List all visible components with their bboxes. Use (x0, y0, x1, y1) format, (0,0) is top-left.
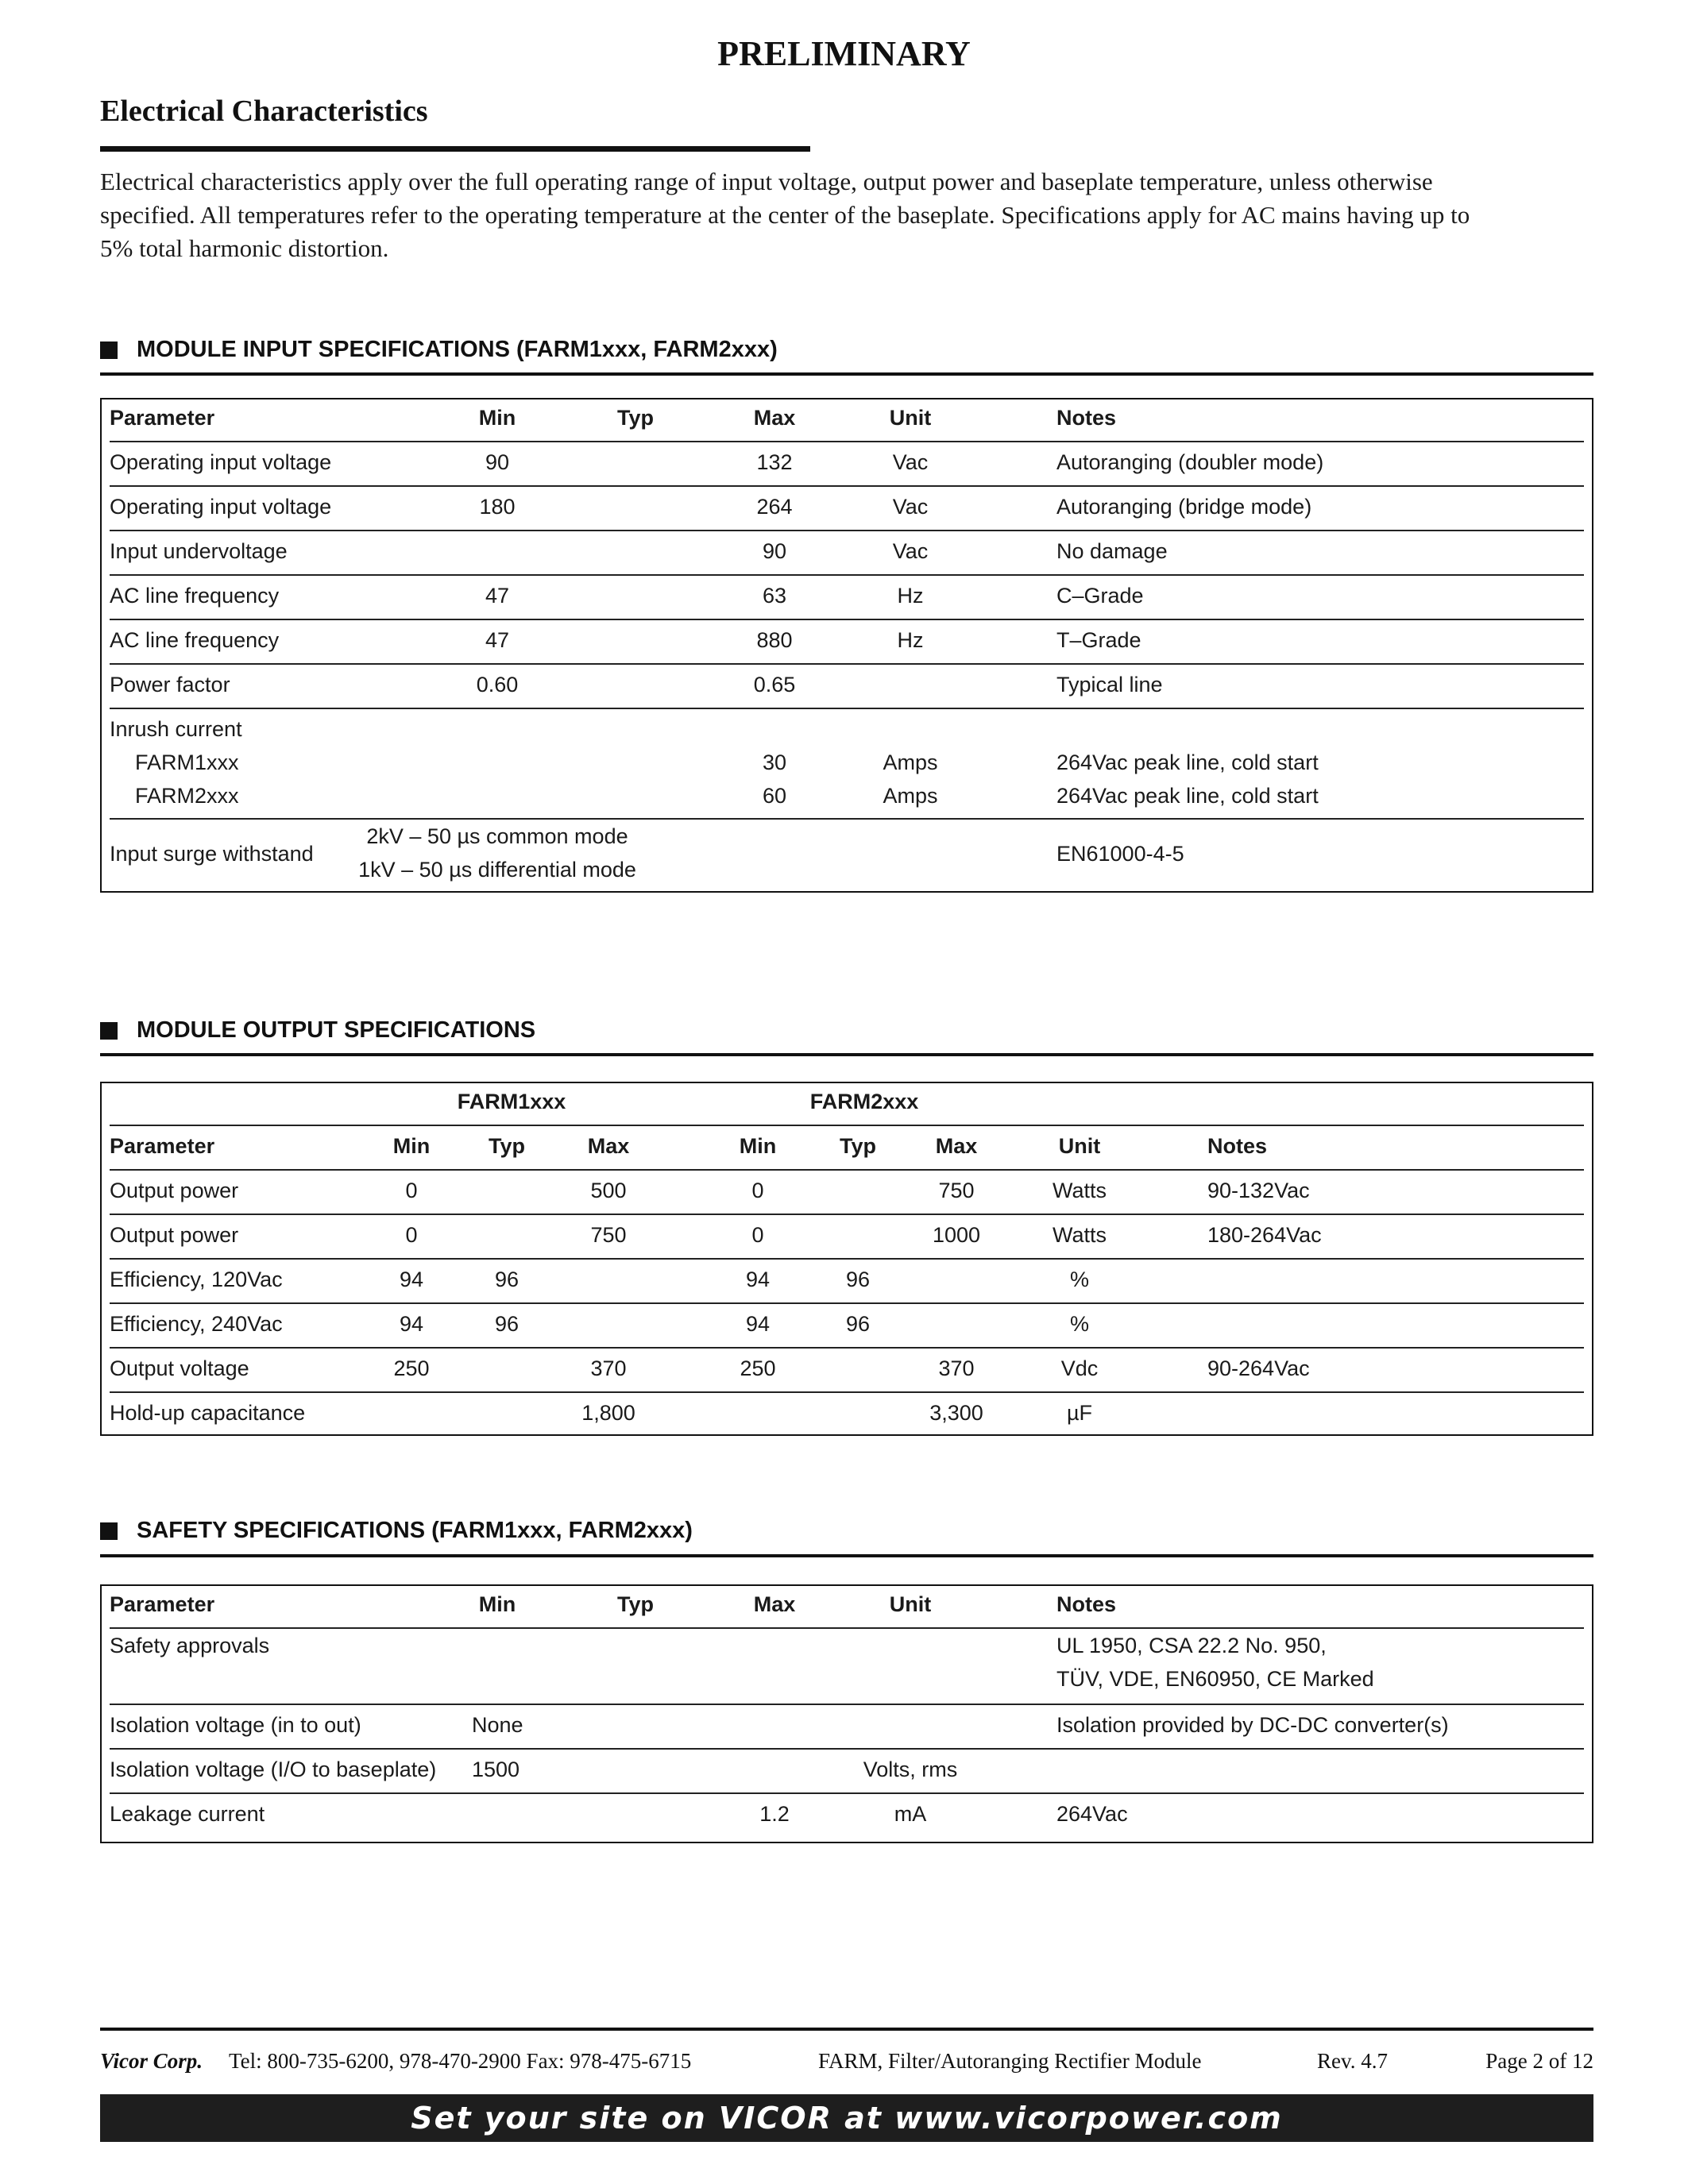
cell-parameter: Inrush current (110, 717, 242, 741)
safety-specs-table (100, 1584, 1593, 1843)
table-row (102, 1214, 1592, 1258)
cell-unit: Volts, rms (863, 1758, 958, 1781)
cell-notes: EN61000-4-5 (1056, 842, 1184, 866)
footer (100, 2049, 1593, 2081)
cell-unit: % (1069, 1268, 1090, 1291)
cell-parameter: Output voltage (110, 1356, 249, 1380)
output-specs-table (100, 1082, 1593, 1436)
cell-unit: Watts (1052, 1223, 1107, 1247)
cell-parameter: Efficiency, 240Vac (110, 1312, 283, 1336)
cell-surge-line2: 1kV – 50 µs differential mode (358, 858, 636, 882)
table-row (102, 485, 1592, 530)
header-min2: Min (739, 1134, 777, 1158)
cell-min: 180 (479, 495, 516, 519)
cell-max: 30 (762, 751, 787, 774)
table-row (102, 441, 1592, 485)
cell-max2: 370 (938, 1356, 975, 1380)
header-min1: Min (392, 1134, 431, 1158)
cell-notes: 90-132Vac (1207, 1179, 1310, 1202)
table-row (102, 530, 1592, 574)
cell-unit: Vac (892, 495, 929, 519)
cell-notes-line1: UL 1950, CSA 22.2 No. 950, (1056, 1634, 1327, 1657)
header-unit: Unit (1058, 1134, 1101, 1158)
cell-notes: T–Grade (1056, 628, 1141, 652)
cell-max: 0.65 (753, 673, 796, 696)
cell-surge-line1: 2kV – 50 µs common mode (366, 824, 628, 848)
cell-max1: 1,800 (581, 1401, 635, 1425)
cell-max: 880 (756, 628, 793, 652)
table-row (102, 1258, 1592, 1302)
footer-contact: Tel: 800-735-6200, 978-470-2900 Fax: 978-475-6715 (229, 2049, 692, 2073)
cell-unit: µF (1066, 1401, 1093, 1425)
output-specs-rule (100, 1053, 1593, 1056)
cell-min: 1500 (472, 1758, 520, 1781)
safety-specs-heading-text: SAFETY SPECIFICATIONS (FARM1xxx, FARM2xxx) (137, 1518, 693, 1543)
cell-parameter: Leakage current (110, 1802, 265, 1826)
header-parameter: Parameter (110, 1592, 215, 1616)
table-row-approvals (102, 1627, 1592, 1704)
input-specs-heading-text: MODULE INPUT SPECIFICATIONS (FARM1xxx, FARM2xxx) (137, 337, 778, 362)
cell-max: 264 (756, 495, 793, 519)
header-notes: Notes (1056, 1592, 1117, 1616)
cell-notes: Autoranging (doubler mode) (1056, 450, 1324, 474)
cell-parameter: AC line frequency (110, 584, 280, 608)
cell-max2: 3,300 (929, 1401, 983, 1425)
header-min: Min (478, 1592, 516, 1616)
table-row (102, 619, 1592, 663)
cell-parameter: Output power (110, 1179, 239, 1202)
cell-parameter: Output power (110, 1223, 239, 1247)
input-specs-table (100, 398, 1593, 893)
section-heading: Electrical Characteristics (100, 95, 428, 128)
cell-unit: Hz (897, 628, 924, 652)
safety-specs-heading (100, 1518, 693, 1544)
cell-parameter: Efficiency, 120Vac (110, 1268, 283, 1291)
header-max2: Max (935, 1134, 978, 1158)
cell-max: 132 (756, 450, 793, 474)
cell-unit: % (1069, 1312, 1090, 1336)
heading-rule (100, 146, 810, 152)
input-specs-rule (100, 372, 1593, 376)
cell-unit: Vac (892, 450, 929, 474)
intro-paragraph: Electrical characteristics apply over the full operating range of input voltage, output power and baseplate temperature, unless otherwise specified. All temperatures refer to the operating temperature at the center of the baseplate. Specifications apply for AC mains having up to 5% total harmonic distortion. (100, 168, 1470, 262)
header-max: Max (753, 1592, 796, 1616)
table-header-row (102, 399, 1592, 441)
header-unit: Unit (889, 406, 932, 430)
cell-min1: 94 (399, 1268, 424, 1291)
header-parameter: Parameter (110, 1134, 215, 1158)
cell-unit: Watts (1052, 1179, 1107, 1202)
cell-min: None (472, 1713, 523, 1737)
output-specs-heading-text: MODULE OUTPUT SPECIFICATIONS (137, 1017, 536, 1043)
cell-notes: 264Vac peak line, cold start (1056, 784, 1319, 808)
cell-max1: 500 (590, 1179, 627, 1202)
header-min: Min (478, 406, 516, 430)
cell-parameter: AC line frequency (110, 628, 280, 652)
cell-max1: 750 (590, 1223, 627, 1247)
header-max: Max (753, 406, 796, 430)
cell-max: 90 (762, 539, 787, 563)
cell-subparameter: FARM2xxx (135, 784, 239, 808)
cell-parameter: Isolation voltage (I/O to baseplate) (110, 1758, 437, 1781)
cell-min2: 0 (751, 1223, 764, 1247)
cell-min1: 0 (405, 1179, 418, 1202)
cell-unit: Amps (883, 784, 938, 808)
cell-notes: 90-264Vac (1207, 1356, 1310, 1380)
cell-unit: Hz (897, 584, 924, 608)
cell-max: 60 (762, 784, 787, 808)
footer-company: Vicor Corp. (100, 2049, 203, 2073)
cell-notes: 264Vac (1056, 1802, 1128, 1826)
group-farm2: FARM2xxx (809, 1090, 919, 1113)
cell-parameter: Power factor (110, 673, 230, 696)
table-row (102, 1169, 1592, 1214)
cell-min2: 0 (751, 1179, 764, 1202)
header-typ2: Typ (840, 1134, 876, 1158)
table-row (102, 1347, 1592, 1391)
cell-typ1: 96 (494, 1312, 520, 1336)
table-row (102, 1748, 1592, 1792)
cell-parameter: Safety approvals (110, 1634, 270, 1657)
cell-parameter: Input surge withstand (110, 842, 314, 866)
table-row (102, 1792, 1592, 1837)
table-row-surge (102, 818, 1592, 893)
cell-notes-line2: TÜV, VDE, EN60950, CE Marked (1056, 1667, 1374, 1691)
table-row-inrush (102, 708, 1592, 818)
header-unit: Unit (889, 1592, 932, 1616)
cell-min2: 94 (745, 1312, 771, 1336)
footer-page-number: Page 2 of 12 (1485, 2049, 1593, 2073)
cell-typ2: 96 (845, 1268, 871, 1291)
table-group-row (102, 1083, 1592, 1125)
table-row (102, 1391, 1592, 1436)
header-notes: Notes (1056, 406, 1117, 430)
cell-notes: 180-264Vac (1207, 1223, 1322, 1247)
cell-parameter: Isolation voltage (in to out) (110, 1713, 361, 1737)
footer-banner: Set your site on VICOR at www.vicorpower.com (100, 2094, 1593, 2142)
table-row (102, 663, 1592, 708)
cell-min2: 94 (745, 1268, 771, 1291)
cell-unit: mA (894, 1802, 927, 1826)
square-bullet-icon (100, 1522, 118, 1540)
cell-typ2: 96 (845, 1312, 871, 1336)
cell-notes: No damage (1056, 539, 1168, 563)
header-parameter: Parameter (110, 406, 215, 430)
safety-specs-rule (100, 1554, 1593, 1557)
footer-product: FARM, Filter/Autoranging Rectifier Module (818, 2049, 1202, 2073)
cell-parameter: Hold-up capacitance (110, 1401, 306, 1425)
cell-unit: Amps (883, 751, 938, 774)
cell-notes: Autoranging (bridge mode) (1056, 495, 1312, 519)
cell-min: 47 (485, 628, 510, 652)
cell-notes: 264Vac peak line, cold start (1056, 751, 1319, 774)
cell-min2: 250 (740, 1356, 776, 1380)
cell-min1: 94 (399, 1312, 424, 1336)
page-title: PRELIMINARY (717, 34, 971, 73)
cell-notes: C–Grade (1056, 584, 1144, 608)
cell-max2: 1000 (932, 1223, 981, 1247)
cell-notes: Typical line (1056, 673, 1163, 696)
square-bullet-icon (100, 341, 118, 359)
cell-unit: Vdc (1060, 1356, 1099, 1380)
cell-min1: 0 (405, 1223, 418, 1247)
cell-notes: Isolation provided by DC-DC converter(s) (1056, 1713, 1449, 1737)
cell-min: 90 (485, 450, 510, 474)
cell-max1: 370 (590, 1356, 627, 1380)
group-farm1: FARM1xxx (457, 1090, 566, 1113)
cell-unit: Vac (892, 539, 929, 563)
header-notes: Notes (1207, 1134, 1268, 1158)
cell-parameter: Operating input voltage (110, 450, 332, 474)
header-typ: Typ (617, 406, 654, 430)
table-row (102, 1704, 1592, 1748)
cell-subparameter: FARM1xxx (135, 751, 239, 774)
cell-min: 0.60 (476, 673, 519, 696)
table-header-row (102, 1125, 1592, 1169)
cell-max2: 750 (938, 1179, 975, 1202)
cell-max: 1.2 (759, 1802, 790, 1826)
table-row (102, 574, 1592, 619)
cell-parameter: Operating input voltage (110, 495, 332, 519)
cell-min1: 250 (393, 1356, 430, 1380)
cell-max: 63 (762, 584, 787, 608)
input-specs-heading (100, 337, 778, 363)
footer-rev: Rev. 4.7 (1317, 2049, 1388, 2073)
header-typ1: Typ (489, 1134, 525, 1158)
output-specs-heading (100, 1017, 535, 1044)
cell-parameter: Input undervoltage (110, 539, 288, 563)
cell-min: 47 (485, 584, 510, 608)
table-row (102, 1302, 1592, 1347)
table-header-row (102, 1586, 1592, 1627)
header-typ: Typ (617, 1592, 654, 1616)
footer-rule (100, 2028, 1593, 2031)
header-max1: Max (587, 1134, 630, 1158)
cell-typ1: 96 (494, 1268, 520, 1291)
square-bullet-icon (100, 1022, 118, 1040)
